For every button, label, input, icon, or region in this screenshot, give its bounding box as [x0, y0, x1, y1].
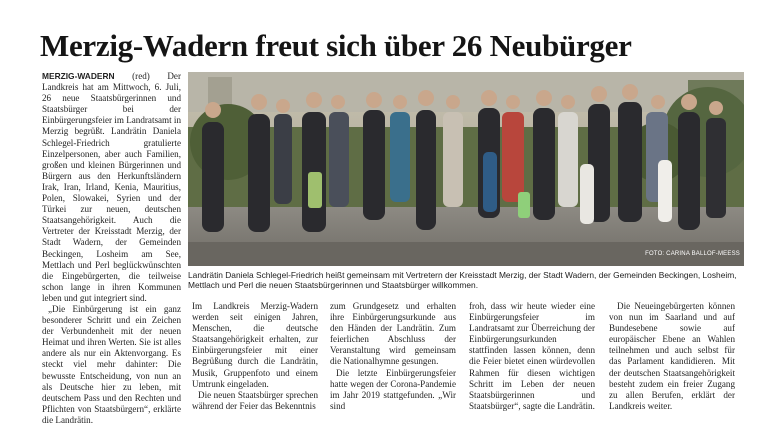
dateline-location: MERZIG-WADERN [42, 71, 115, 81]
article-column-5 [609, 301, 735, 412]
article-column-2 [192, 301, 318, 412]
article-column-1 [42, 71, 181, 426]
paragraph: Die Neueingebürgerten können von nun im Saarland und auf Bundesebene sowie auf europäischer Ebene an Wahlen teilnehmen und auch selbst für das Parlament kandidieren. Mit der deutschen Staatsangehörigkeit besteht zudem ein freier Zugang zu allen Berufen, erklärt der Landkreis weiter. [609, 301, 735, 411]
photo-caption: Landrätin Daniela Schlegel-Friedrich heißt gemeinsam mit Vertretern der Kreisstadt Merzig, der Stadt Wadern, der Gemeinden Beckingen, Losheim, Mettlach und Perl die neuen Staatsbürgerinnen und Staatsbürger willkommen. [188, 270, 737, 291]
article-column-3 [330, 301, 456, 412]
paragraph: Im Landkreis Merzig-Wadern werden seit einigen Jahren, Menschen, die deutsche Staatsangehörigkeit erhalten, zur Einbürgerungsfeier mit einer Begrüßung durch die Landrätin, Musik, Gruppenfoto und einem Umtrunk eingeladen. [192, 301, 318, 389]
article-intro-paragraph [42, 71, 181, 304]
article-column-4 [469, 301, 595, 412]
photo-credit: FOTO: CARINA BALLOF-MEESS [645, 251, 740, 257]
group-photo [188, 72, 744, 266]
paragraph: zum Grundgesetz und erhalten ihre Einbürgerungsurkunde aus den Händen der Landrätin. Zum feierlichen Abschluss der Veranstaltung wird gemeinsam die Nationalhymne gesungen. [330, 301, 456, 367]
quote-paragraph: „Die Einbürgerung ist ein ganz besonderer Schritt und ein Zeichen der Verbundenheit mit der neuen Heimat und ihren Werten. Sie ist alles andere als nur ein Aktenvorgang. Es steckt viel mehr dahinter: Die bewusste Entscheidung, von nun an als Deutsche hier zu leben, mit deutschem Pass und den Rechten und Pflichten von Staatsbürgern“, erklärte die Landrätin. [42, 303, 181, 425]
article-headline: Merzig-Wadern freut sich über 26 Neubürger [40, 28, 632, 63]
paragraph: Die letzte Einbürgerungsfeier hatte wegen der Corona-Pandemie im Jahr 2019 stattgefunden. „Wir sind [330, 367, 456, 411]
intro-text: (red) Der Landkreis hat am Mittwoch, 6. Juli, 26 neue Staatsbürgerinnen und Staatsbürger bei der Einbürgerungsfeier im Landratsamt in Merzig begrüßt. Landrätin Daniela Schlegel-Friedrich gratulierte Einzelpersonen, aber auch Familien, großen und kleinen Bürgerinnen und Bürgern aus den Herkunftsländern Irak, Iran, Irland, Kenia, Mauritius, Polen, Slowakei, Syrien und der Türkei zur neuen, deutschen Staatsangehörigkeit. Auch die Vertreter der Kreisstadt Merzig, der Stadt Wadern, der Gemeinden Beckingen, Losheim am See, Mettlach und Perl beglückwünschten die Eingebürgerten, die teilweise schon lange in ihren Kommunen leben und gut integriert sind. [42, 71, 181, 303]
paragraph: Die neuen Staatsbürger sprechen während der Feier das Bekenntnis [192, 389, 318, 411]
group-photo-image [188, 72, 744, 266]
paragraph: froh, dass wir heute wieder eine Einbürgerungsfeier im Landratsamt zur Überreichung der Einbürgerungsurkunden stattfinden lassen können, denn die Feier bietet einen würdevollen Rahmen für diesen wichtigen Schritt im Leben der neuen Staatsbürgerinnen und Staatsbürger“, sagte die Landrätin. [469, 301, 595, 411]
